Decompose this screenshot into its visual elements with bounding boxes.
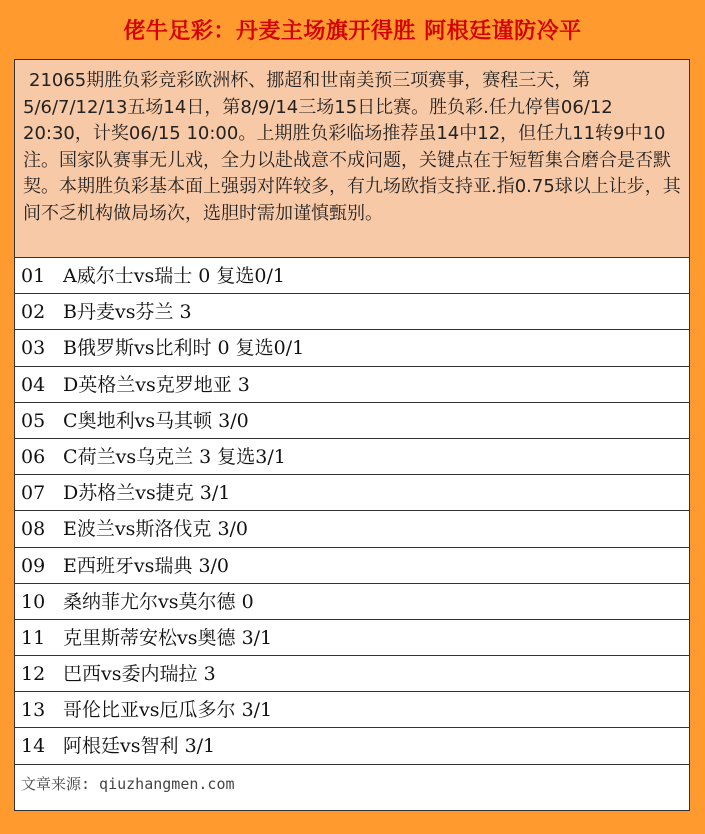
match-number: 03	[21, 337, 46, 360]
match-number: 14	[21, 735, 46, 758]
match-row	[15, 367, 689, 403]
match-number: 10	[21, 590, 46, 613]
match-text: E西班牙vs瑞典 3/0	[63, 554, 230, 577]
match-number: 07	[21, 482, 46, 505]
source-footer: 文章来源: qiuzhangmen.com	[21, 774, 235, 793]
match-number: 11	[21, 626, 46, 649]
match-row	[15, 692, 689, 728]
match-text: 桑纳菲尤尔vs莫尔德 0	[63, 590, 254, 613]
match-number: 12	[21, 663, 46, 686]
match-text: D英格兰vs克罗地亚 3	[63, 373, 250, 396]
match-list	[15, 258, 689, 765]
match-number: 04	[21, 373, 46, 396]
match-text: B俄罗斯vs比利时 0 复选0/1	[63, 337, 305, 360]
match-row	[15, 403, 689, 439]
match-row	[15, 330, 689, 366]
match-row	[15, 584, 689, 620]
match-text: 哥伦比亚vs厄瓜多尔 3/1	[63, 699, 273, 722]
match-row	[15, 548, 689, 584]
match-number: 09	[21, 554, 46, 577]
match-row	[15, 656, 689, 692]
match-text: C奥地利vs马其顿 3/0	[63, 409, 249, 432]
page-title: 佬牛足彩：丹麦主场旗开得胜 阿根廷谨防冷平	[123, 19, 582, 44]
match-row	[15, 294, 689, 330]
match-number: 06	[21, 445, 46, 468]
match-row	[15, 258, 689, 294]
match-text: C荷兰vs乌克兰 3 复选3/1	[63, 445, 286, 468]
match-row	[15, 439, 689, 475]
content-frame	[14, 59, 690, 811]
match-number: 01	[21, 265, 46, 287]
match-row	[15, 475, 689, 511]
match-row	[15, 728, 689, 764]
match-number: 08	[21, 518, 46, 541]
match-text: 巴西vs委内瑞拉 3	[63, 663, 216, 686]
match-row	[15, 511, 689, 547]
match-text: A威尔士vs瑞士 0 复选0/1	[63, 265, 285, 287]
match-number: 05	[21, 409, 46, 432]
match-text: D苏格兰vs捷克 3/1	[63, 482, 231, 505]
match-number: 02	[21, 301, 46, 324]
intro-paragraph: 21065期胜负彩竞彩欧洲杯、挪超和世南美预三项赛事，赛程三天，第5/6/7/12/13五场14日，第8/9/14三场15日比赛。胜负彩.任九停售06/12 20:30，计奖06/15 10:00。上期胜负彩临场推荐虽14中12，但任九11转9中10注。国家队赛事无儿戏，全力以赴战意不成问题，关键点在于短暂集合磨合是否默契。本期胜负彩基本面上强弱对阵较多，有九场欧指支持亚.指0.75球以上让步，其间不乏机构做局场次，选胆时需加谨慎甄别。	[15, 60, 689, 258]
match-row	[15, 620, 689, 656]
match-text: B丹麦vs芬兰 3	[63, 301, 192, 324]
match-number: 13	[21, 699, 46, 722]
match-text: 阿根廷vs智利 3/1	[63, 735, 216, 758]
match-text: 克里斯蒂安松vs奥德 3/1	[63, 626, 273, 649]
match-text: E波兰vs斯洛伐克 3/0	[63, 518, 249, 541]
